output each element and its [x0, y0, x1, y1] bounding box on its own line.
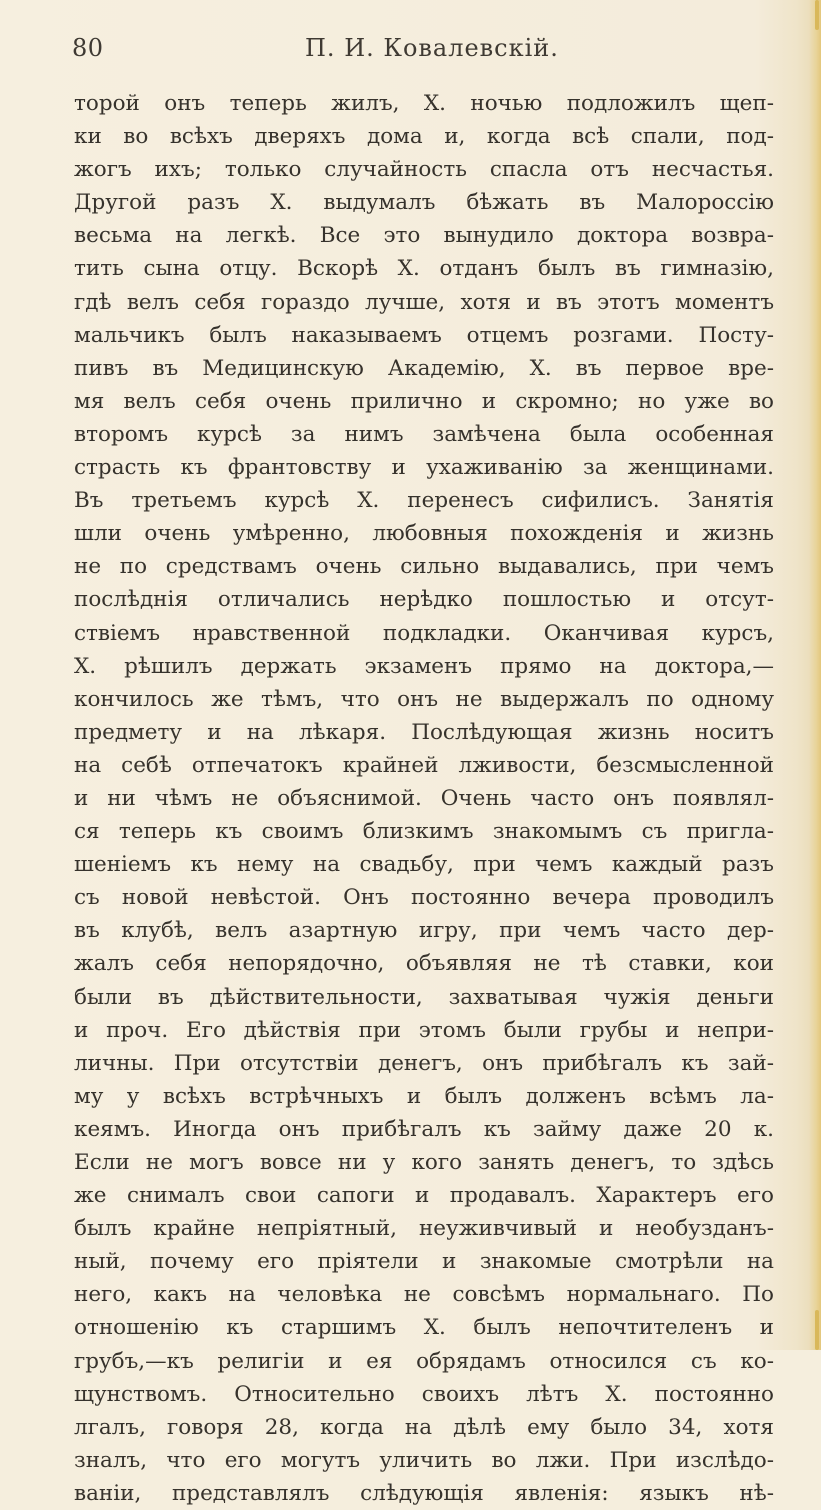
text-line: ки во всѣхъ дверяхъ дома и, когда всѣ спали, под- [74, 124, 774, 150]
text-line: съ новой невѣстой. Онъ постоянно вечера проводилъ [74, 885, 774, 911]
text-line: Другой разъ X. выдумалъ бѣжать въ Малороссію [74, 190, 774, 216]
page-spine-edge [809, 0, 821, 1350]
spine-mark [815, 0, 819, 30]
text-line: на себѣ отпечатокъ крайней лживости, безсмысленной [74, 752, 774, 778]
text-line: кеямъ. Иногда онъ прибѣгалъ къ займу даже 20 к. [74, 1116, 774, 1142]
text-line: были въ дѣйствительности, захватывая чужія деньги [74, 984, 774, 1010]
spine-mark [815, 1310, 819, 1350]
text-line: страсть къ франтовству и ухаживанію за женщинами. [74, 455, 774, 481]
text-line: X. рѣшилъ держать экзаменъ прямо на доктора,— [74, 653, 774, 679]
text-line: тить сына отцу. Вскорѣ X. отданъ былъ въ гимназію, [74, 256, 774, 282]
text-line: ный, почему его пріятели и знакомые смотрѣли на [74, 1249, 774, 1275]
text-line: личны. При отсутствіи денегъ, онъ прибѣгалъ къ зай- [74, 1050, 774, 1076]
text-line: Если не могъ вовсе ни у кого занять денегъ, то здѣсь [74, 1150, 774, 1175]
text-line: былъ крайне непріятный, неуживчивый и необузданъ- [74, 1216, 774, 1242]
text-line: грубъ,—къ религіи и ея обрядамъ относился съ ко- [74, 1348, 774, 1374]
text-line: не по средствамъ очень сильно выдавались, при чемъ [74, 554, 774, 580]
text-line: мальчикъ былъ наказываемъ отцемъ розгами. Посту- [74, 322, 774, 348]
running-head [0, 28, 821, 68]
text-line: шли очень умѣренно, любовныя похожденія и жизнь [74, 521, 774, 547]
text-line: и проч. Его дѣйствія при этомъ были грубы и непри- [74, 1017, 774, 1043]
text-line: зналъ, что его могутъ уличить во лжи. При изслѣдо- [74, 1447, 774, 1473]
text-line: лгалъ, говоря 28, когда на дѣлѣ ему было 34, хотя [74, 1414, 774, 1440]
text-line: Въ третьемъ курсѣ X. перенесъ сифилисъ. Занятія [74, 488, 774, 514]
text-line: гдѣ велъ себя гораздо лучше, хотя и въ этотъ моментъ [74, 289, 774, 315]
text-line: жогъ ихъ; только случайность спасла отъ несчастья. [74, 157, 774, 183]
text-line: пивъ въ Медицинскую Академію, X. въ первое вре- [74, 355, 774, 381]
page-number: 80 [72, 34, 104, 62]
text-line: шеніемъ къ нему на свадьбу, при чемъ каждый разъ [74, 852, 774, 878]
text-line: же снималъ свои сапоги и продавалъ. Характеръ его [74, 1183, 774, 1209]
body-text [74, 87, 774, 1510]
text-line: му у всѣхъ встрѣчныхъ и былъ долженъ всѣмъ ла- [74, 1083, 774, 1109]
text-line: отношенію къ старшимъ X. былъ непочтителенъ и [74, 1315, 774, 1341]
text-line: щунствомъ. Относительно своихъ лѣтъ X. постоянно [74, 1381, 774, 1407]
text-line: второмъ курсѣ за нимъ замѣчена была особенная [74, 421, 774, 447]
text-line: торой онъ теперь жилъ, X. ночью подложилъ щеп- [74, 91, 774, 116]
text-line: послѣднія отличались нерѣдко пошлостью и отсут- [74, 587, 774, 613]
text-line: въ клубѣ, велъ азартную игру, при чемъ часто дер- [74, 918, 774, 944]
text-line: ствіемъ нравственной подкладки. Оканчивая курсъ, [74, 620, 774, 646]
text-line: мя велъ себя очень прилично и скромно; но уже во [74, 388, 774, 414]
text-line: кончилось же тѣмъ, что онъ не выдержалъ по одному [74, 686, 774, 712]
text-line: ваніи, представлялъ слѣдующія явленія: языкъ нѣ- [74, 1480, 774, 1506]
text-line: жалъ себя непорядочно, объявляя не тѣ ставки, кои [74, 951, 774, 977]
running-title: П. И. Ковалевскій. [305, 34, 559, 62]
text-line: него, какъ на человѣка не совсѣмъ нормальнаго. По [74, 1282, 774, 1308]
text-line: и ни чѣмъ не объяснимой. Очень часто онъ появлял- [74, 785, 774, 811]
text-line: предмету и на лѣкаря. Послѣдующая жизнь носитъ [74, 719, 774, 745]
text-line: ся теперь къ своимъ близкимъ знакомымъ съ пригла- [74, 819, 774, 845]
text-line: весьма на легкѣ. Все это вынудило доктора возвра- [74, 223, 774, 249]
